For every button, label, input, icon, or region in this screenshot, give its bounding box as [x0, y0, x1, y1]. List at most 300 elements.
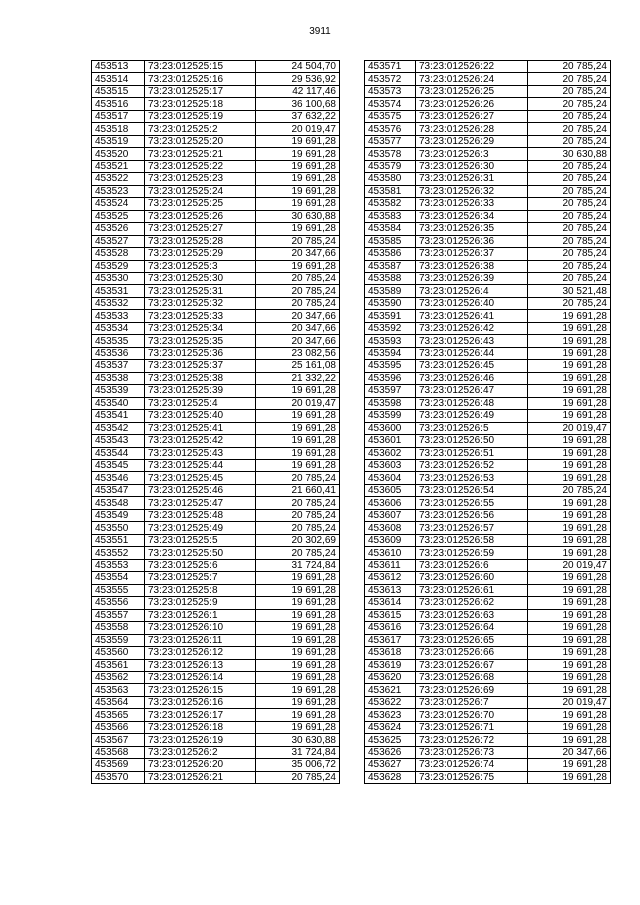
table-row: [92, 148, 340, 160]
record-number-cell: 453582: [365, 198, 416, 210]
table-row: [92, 460, 340, 472]
page-number: 3911: [309, 26, 331, 37]
cadastral-number-cell: 73:23:012526:37: [416, 248, 528, 260]
record-number-cell: 453588: [365, 272, 416, 284]
cadastral-number-cell: 73:23:012526:70: [416, 709, 528, 721]
value-cell: 19 691,28: [528, 659, 611, 671]
table-row: [365, 410, 611, 422]
record-number-cell: 453599: [365, 410, 416, 422]
value-cell: 19 691,28: [256, 173, 340, 185]
value-cell: 20 019,47: [528, 696, 611, 708]
value-cell: 20 019,47: [256, 397, 340, 409]
value-cell: 19 691,28: [528, 385, 611, 397]
record-number-cell: 453545: [92, 460, 145, 472]
value-cell: 20 785,24: [256, 547, 340, 559]
record-number-cell: 453544: [92, 447, 145, 459]
record-number-cell: 453598: [365, 397, 416, 409]
cadastral-number-cell: 73:23:012525:44: [145, 460, 256, 472]
value-cell: 19 691,28: [256, 260, 340, 272]
value-cell: 37 632,22: [256, 110, 340, 122]
record-number-cell: 453579: [365, 160, 416, 172]
record-number-cell: 453529: [92, 260, 145, 272]
record-number-cell: 453536: [92, 347, 145, 359]
cadastral-number-cell: 73:23:012525:25: [145, 198, 256, 210]
table-row: [92, 547, 340, 559]
record-number-cell: 453530: [92, 272, 145, 284]
value-cell: 19 691,28: [528, 497, 611, 509]
table-row: [92, 297, 340, 309]
cadastral-number-cell: 73:23:012526:38: [416, 260, 528, 272]
record-number-cell: 453593: [365, 335, 416, 347]
table-row: [365, 260, 611, 272]
right-table-body: [365, 61, 611, 784]
cadastral-number-cell: 73:23:012526:44: [416, 347, 528, 359]
value-cell: 19 691,28: [256, 622, 340, 634]
cadastral-number-cell: 73:23:012526:72: [416, 734, 528, 746]
table-row: [92, 597, 340, 609]
cadastral-number-cell: 73:23:012525:21: [145, 148, 256, 160]
value-cell: 19 691,28: [528, 597, 611, 609]
cadastral-number-cell: 73:23:012526:47: [416, 385, 528, 397]
record-number-cell: 453515: [92, 85, 145, 97]
record-number-cell: 453572: [365, 73, 416, 85]
value-cell: 23 082,56: [256, 347, 340, 359]
cadastral-number-cell: 73:23:012526:6: [416, 559, 528, 571]
value-cell: 20 785,24: [528, 160, 611, 172]
value-cell: 19 691,28: [528, 509, 611, 521]
table-row: [365, 297, 611, 309]
table-row: [92, 435, 340, 447]
value-cell: 19 691,28: [256, 572, 340, 584]
table-row: [92, 198, 340, 210]
value-cell: 19 691,28: [256, 584, 340, 596]
record-number-cell: 453574: [365, 98, 416, 110]
value-cell: 24 504,70: [256, 61, 340, 73]
value-cell: 20 785,24: [256, 272, 340, 284]
cadastral-number-cell: 73:23:012525:46: [145, 484, 256, 496]
table-row: [365, 659, 611, 671]
table-row: [365, 335, 611, 347]
cadastral-number-cell: 73:23:012526:24: [416, 73, 528, 85]
cadastral-number-cell: 73:23:012526:49: [416, 410, 528, 422]
cadastral-number-cell: 73:23:012526:56: [416, 509, 528, 521]
record-number-cell: 453603: [365, 460, 416, 472]
table-row: [365, 534, 611, 546]
cadastral-number-cell: 73:23:012525:27: [145, 223, 256, 235]
cadastral-number-cell: 73:23:012526:48: [416, 397, 528, 409]
record-number-cell: 453591: [365, 310, 416, 322]
value-cell: 19 691,28: [528, 572, 611, 584]
table-row: [92, 647, 340, 659]
table-row: [92, 322, 340, 334]
record-number-cell: 453564: [92, 696, 145, 708]
value-cell: 35 006,72: [256, 759, 340, 771]
cadastral-number-cell: 73:23:012526:69: [416, 684, 528, 696]
record-number-cell: 453622: [365, 696, 416, 708]
cadastral-number-cell: 73:23:012526:59: [416, 547, 528, 559]
table-row: [92, 422, 340, 434]
table-row: [365, 148, 611, 160]
table-row: [365, 198, 611, 210]
table-row: [92, 310, 340, 322]
table-row: [92, 173, 340, 185]
table-row: [92, 110, 340, 122]
cadastral-number-cell: 73:23:012525:48: [145, 509, 256, 521]
table-row: [92, 235, 340, 247]
cadastral-number-cell: 73:23:012525:38: [145, 372, 256, 384]
record-number-cell: 453533: [92, 310, 145, 322]
table-row: [365, 497, 611, 509]
table-row: [365, 310, 611, 322]
table-row: [365, 397, 611, 409]
record-number-cell: 453513: [92, 61, 145, 73]
value-cell: 19 691,28: [528, 410, 611, 422]
cadastral-number-cell: 73:23:012526:63: [416, 609, 528, 621]
cadastral-number-cell: 73:23:012525:8: [145, 584, 256, 596]
record-number-cell: 453587: [365, 260, 416, 272]
value-cell: 20 785,24: [528, 210, 611, 222]
record-number-cell: 453559: [92, 634, 145, 646]
table-row: [365, 160, 611, 172]
cadastral-number-cell: 73:23:012525:41: [145, 422, 256, 434]
cadastral-number-cell: 73:23:012526:31: [416, 173, 528, 185]
cadastral-number-cell: 73:23:012526:40: [416, 297, 528, 309]
cadastral-number-cell: 73:23:012526:28: [416, 123, 528, 135]
value-cell: 19 691,28: [256, 671, 340, 683]
cadastral-number-cell: 73:23:012526:41: [416, 310, 528, 322]
value-cell: 20 347,66: [256, 310, 340, 322]
value-cell: 20 785,24: [256, 472, 340, 484]
cadastral-number-cell: 73:23:012526:43: [416, 335, 528, 347]
cadastral-number-cell: 73:23:012526:3: [416, 148, 528, 160]
cadastral-number-cell: 73:23:012526:67: [416, 659, 528, 671]
table-row: [92, 522, 340, 534]
table-row: [365, 61, 611, 73]
table-row: [92, 347, 340, 359]
cadastral-number-cell: 73:23:012526:15: [145, 684, 256, 696]
record-number-cell: 453516: [92, 98, 145, 110]
cadastral-number-cell: 73:23:012526:75: [416, 771, 528, 783]
table-row: [92, 61, 340, 73]
value-cell: 20 785,24: [528, 297, 611, 309]
record-number-cell: 453551: [92, 534, 145, 546]
table-row: [92, 123, 340, 135]
value-cell: 19 691,28: [528, 734, 611, 746]
cadastral-number-cell: 73:23:012525:20: [145, 135, 256, 147]
table-row: [92, 210, 340, 222]
record-number-cell: 453607: [365, 509, 416, 521]
table-row: [365, 671, 611, 683]
table-row: [365, 509, 611, 521]
cadastral-number-cell: 73:23:012525:50: [145, 547, 256, 559]
record-number-cell: 453612: [365, 572, 416, 584]
table-row: [92, 684, 340, 696]
cadastral-number-cell: 73:23:012526:71: [416, 721, 528, 733]
record-number-cell: 453539: [92, 385, 145, 397]
record-number-cell: 453600: [365, 422, 416, 434]
record-number-cell: 453535: [92, 335, 145, 347]
table-row: [365, 73, 611, 85]
cadastral-number-cell: 73:23:012526:50: [416, 435, 528, 447]
table-row: [365, 372, 611, 384]
table-row: [92, 73, 340, 85]
cadastral-number-cell: 73:23:012526:60: [416, 572, 528, 584]
cadastral-number-cell: 73:23:012526:4: [416, 285, 528, 297]
value-cell: 19 691,28: [528, 647, 611, 659]
left-registry-table: [91, 60, 340, 784]
value-cell: 19 691,28: [528, 534, 611, 546]
value-cell: 19 691,28: [256, 609, 340, 621]
cadastral-number-cell: 73:23:012525:30: [145, 272, 256, 284]
table-row: [365, 173, 611, 185]
record-number-cell: 453568: [92, 746, 145, 758]
record-number-cell: 453526: [92, 223, 145, 235]
value-cell: 19 691,28: [528, 721, 611, 733]
value-cell: 19 691,28: [256, 696, 340, 708]
cadastral-number-cell: 73:23:012526:35: [416, 223, 528, 235]
record-number-cell: 453614: [365, 597, 416, 609]
value-cell: 19 691,28: [528, 671, 611, 683]
value-cell: 20 785,24: [256, 522, 340, 534]
table-row: [365, 597, 611, 609]
cadastral-number-cell: 73:23:012526:46: [416, 372, 528, 384]
cadastral-number-cell: 73:23:012526:25: [416, 85, 528, 97]
record-number-cell: 453566: [92, 721, 145, 733]
cadastral-number-cell: 73:23:012526:32: [416, 185, 528, 197]
cadastral-number-cell: 73:23:012526:19: [145, 734, 256, 746]
record-number-cell: 453597: [365, 385, 416, 397]
table-row: [365, 559, 611, 571]
table-row: [365, 460, 611, 472]
value-cell: 20 347,66: [256, 248, 340, 260]
table-row: [92, 771, 340, 783]
value-cell: 29 536,92: [256, 73, 340, 85]
table-row: [92, 447, 340, 459]
value-cell: 30 630,88: [528, 148, 611, 160]
value-cell: 19 691,28: [256, 410, 340, 422]
cadastral-number-cell: 73:23:012525:4: [145, 397, 256, 409]
cadastral-number-cell: 73:23:012526:61: [416, 584, 528, 596]
value-cell: 19 691,28: [528, 709, 611, 721]
cadastral-number-cell: 73:23:012526:45: [416, 360, 528, 372]
value-cell: 20 785,24: [256, 285, 340, 297]
record-number-cell: 453585: [365, 235, 416, 247]
value-cell: 30 630,88: [256, 210, 340, 222]
table-row: [92, 135, 340, 147]
table-row: [92, 185, 340, 197]
record-number-cell: 453625: [365, 734, 416, 746]
record-number-cell: 453608: [365, 522, 416, 534]
table-row: [92, 659, 340, 671]
record-number-cell: 453575: [365, 110, 416, 122]
value-cell: 19 691,28: [256, 684, 340, 696]
record-number-cell: 453556: [92, 597, 145, 609]
record-number-cell: 453519: [92, 135, 145, 147]
value-cell: 19 691,28: [256, 148, 340, 160]
cadastral-number-cell: 73:23:012526:18: [145, 721, 256, 733]
cadastral-number-cell: 73:23:012526:22: [416, 61, 528, 73]
value-cell: 19 691,28: [528, 372, 611, 384]
value-cell: 20 785,24: [256, 771, 340, 783]
table-row: [92, 746, 340, 758]
value-cell: 19 691,28: [528, 360, 611, 372]
value-cell: 20 019,47: [528, 559, 611, 571]
cadastral-number-cell: 73:23:012526:26: [416, 98, 528, 110]
cadastral-number-cell: 73:23:012525:16: [145, 73, 256, 85]
value-cell: 19 691,28: [528, 397, 611, 409]
table-row: [365, 185, 611, 197]
cadastral-number-cell: 73:23:012526:14: [145, 671, 256, 683]
value-cell: 19 691,28: [528, 447, 611, 459]
value-cell: 19 691,28: [528, 435, 611, 447]
cadastral-number-cell: 73:23:012525:32: [145, 297, 256, 309]
cadastral-number-cell: 73:23:012526:34: [416, 210, 528, 222]
record-number-cell: 453560: [92, 647, 145, 659]
table-row: [365, 696, 611, 708]
left-table-body: [92, 61, 340, 784]
cadastral-number-cell: 73:23:012525:23: [145, 173, 256, 185]
record-number-cell: 453538: [92, 372, 145, 384]
cadastral-number-cell: 73:23:012525:9: [145, 597, 256, 609]
cadastral-number-cell: 73:23:012526:13: [145, 659, 256, 671]
record-number-cell: 453543: [92, 435, 145, 447]
record-number-cell: 453525: [92, 210, 145, 222]
table-row: [92, 385, 340, 397]
value-cell: 19 691,28: [528, 771, 611, 783]
table-row: [92, 372, 340, 384]
value-cell: 20 347,66: [528, 746, 611, 758]
table-row: [365, 285, 611, 297]
record-number-cell: 453610: [365, 547, 416, 559]
table-row: [365, 584, 611, 596]
value-cell: 19 691,28: [528, 347, 611, 359]
record-number-cell: 453524: [92, 198, 145, 210]
cadastral-number-cell: 73:23:012526:2: [145, 746, 256, 758]
value-cell: 19 691,28: [528, 310, 611, 322]
table-row: [92, 260, 340, 272]
table-row: [365, 98, 611, 110]
record-number-cell: 453527: [92, 235, 145, 247]
record-number-cell: 453592: [365, 322, 416, 334]
cadastral-number-cell: 73:23:012526:65: [416, 634, 528, 646]
table-row: [365, 235, 611, 247]
value-cell: 36 100,68: [256, 98, 340, 110]
cadastral-number-cell: 73:23:012525:7: [145, 572, 256, 584]
cadastral-number-cell: 73:23:012525:49: [145, 522, 256, 534]
value-cell: 21 660,41: [256, 484, 340, 496]
record-number-cell: 453558: [92, 622, 145, 634]
cadastral-number-cell: 73:23:012526:55: [416, 497, 528, 509]
value-cell: 19 691,28: [256, 422, 340, 434]
record-number-cell: 453613: [365, 584, 416, 596]
value-cell: 20 785,24: [528, 272, 611, 284]
table-row: [92, 472, 340, 484]
record-number-cell: 453517: [92, 110, 145, 122]
value-cell: 20 785,24: [528, 123, 611, 135]
cadastral-number-cell: 73:23:012525:29: [145, 248, 256, 260]
cadastral-number-cell: 73:23:012526:1: [145, 609, 256, 621]
value-cell: 19 691,28: [256, 198, 340, 210]
cadastral-number-cell: 73:23:012525:18: [145, 98, 256, 110]
value-cell: 19 691,28: [256, 135, 340, 147]
table-row: [365, 547, 611, 559]
record-number-cell: 453602: [365, 447, 416, 459]
record-number-cell: 453557: [92, 609, 145, 621]
cadastral-number-cell: 73:23:012526:39: [416, 272, 528, 284]
table-row: [92, 85, 340, 97]
cadastral-number-cell: 73:23:012525:35: [145, 335, 256, 347]
value-cell: 20 785,24: [528, 61, 611, 73]
table-row: [92, 285, 340, 297]
value-cell: 20 785,24: [528, 73, 611, 85]
table-row: [365, 422, 611, 434]
value-cell: 30 521,48: [528, 285, 611, 297]
record-number-cell: 453620: [365, 671, 416, 683]
table-row: [365, 484, 611, 496]
table-row: [92, 634, 340, 646]
record-number-cell: 453627: [365, 759, 416, 771]
cadastral-number-cell: 73:23:012525:3: [145, 260, 256, 272]
table-row: [365, 609, 611, 621]
cadastral-number-cell: 73:23:012526:53: [416, 472, 528, 484]
cadastral-number-cell: 73:23:012526:33: [416, 198, 528, 210]
table-row: [92, 160, 340, 172]
cadastral-number-cell: 73:23:012525:42: [145, 435, 256, 447]
table-row: [365, 347, 611, 359]
value-cell: 20 785,24: [528, 260, 611, 272]
record-number-cell: 453616: [365, 622, 416, 634]
record-number-cell: 453520: [92, 148, 145, 160]
table-row: [365, 771, 611, 783]
table-row: [365, 322, 611, 334]
value-cell: 19 691,28: [528, 684, 611, 696]
value-cell: 21 332,22: [256, 372, 340, 384]
value-cell: 19 691,28: [256, 634, 340, 646]
record-number-cell: 453561: [92, 659, 145, 671]
value-cell: 19 691,28: [256, 223, 340, 235]
cadastral-number-cell: 73:23:012525:5: [145, 534, 256, 546]
value-cell: 25 161,08: [256, 360, 340, 372]
value-cell: 20 785,24: [528, 173, 611, 185]
record-number-cell: 453580: [365, 173, 416, 185]
value-cell: 19 691,28: [528, 335, 611, 347]
cadastral-number-cell: 73:23:012525:2: [145, 123, 256, 135]
value-cell: 20 785,24: [256, 509, 340, 521]
record-number-cell: 453555: [92, 584, 145, 596]
cadastral-number-cell: 73:23:012526:17: [145, 709, 256, 721]
record-number-cell: 453528: [92, 248, 145, 260]
record-number-cell: 453534: [92, 322, 145, 334]
table-row: [92, 272, 340, 284]
table-row: [92, 696, 340, 708]
value-cell: 31 724,84: [256, 746, 340, 758]
value-cell: 20 347,66: [256, 335, 340, 347]
value-cell: 20 785,24: [528, 110, 611, 122]
table-row: [365, 435, 611, 447]
value-cell: 20 019,47: [528, 422, 611, 434]
table-row: [92, 671, 340, 683]
record-number-cell: 453617: [365, 634, 416, 646]
record-number-cell: 453567: [92, 734, 145, 746]
value-cell: 19 691,28: [256, 447, 340, 459]
record-number-cell: 453571: [365, 61, 416, 73]
table-row: [365, 210, 611, 222]
table-row: [365, 360, 611, 372]
record-number-cell: 453546: [92, 472, 145, 484]
table-row: [365, 647, 611, 659]
table-row: [92, 410, 340, 422]
cadastral-number-cell: 73:23:012526:5: [416, 422, 528, 434]
